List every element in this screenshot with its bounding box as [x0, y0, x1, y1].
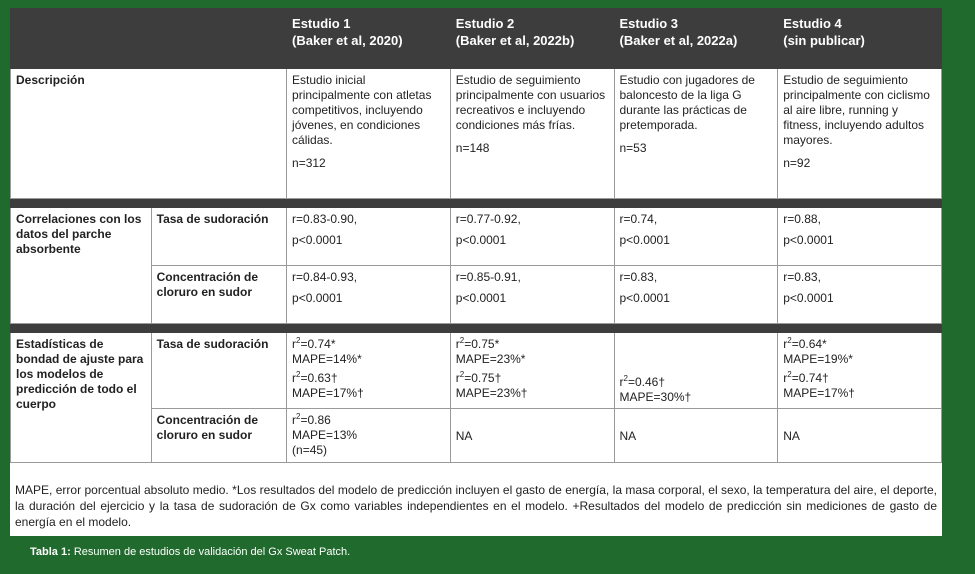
stat-block: $r^2=0.46\dagger$ MAPE=30%† — [619, 374, 692, 404]
caption-text: Resumen de estudios de validación del Gx Sweat Patch. — [73, 546, 351, 558]
header-subtitle: (sin publicar) — [783, 33, 865, 48]
stat-block: $r^2=0.74*$ MAPE=14%* — [292, 336, 362, 366]
mape-value: MAPE=14%* — [292, 352, 362, 366]
fit-cell: $r^2=0.86$ MAPE=13% (n=45) — [287, 409, 451, 463]
r-value: r=0.88, — [783, 212, 821, 226]
correlation-cell — [450, 208, 614, 266]
r-value: r=0.77-0.92, — [455, 212, 521, 226]
r2-value: =0.86 — [300, 413, 331, 427]
stat-block: $r^2=0.75\dagger$ MAPE=23%† — [455, 370, 528, 400]
correlation-row-rate — [11, 208, 942, 266]
stat-block: $r^2=0.64*$ MAPE=19%* — [783, 336, 853, 366]
fit-cell — [778, 333, 942, 409]
p-value: p<0.0001 — [619, 291, 670, 305]
sample-size: n=53 — [619, 141, 647, 155]
description-text: Estudio de seguimiento principalmente con ciclismo al aire libre, running y fitness, incluyendo adultos mayores. — [783, 73, 930, 147]
header-title: Estudio 3 — [619, 16, 679, 31]
description-cell — [614, 69, 778, 199]
r-value: r=0.83, — [619, 270, 658, 284]
caption-label: Tabla 1: — [30, 546, 71, 558]
p-value: p<0.0001 — [783, 291, 834, 305]
correlation-cell — [287, 208, 451, 266]
description-text: Estudio con jugadores de baloncesto de la liga G durante las prácticas de pretemporada. — [619, 73, 755, 132]
description-row — [11, 69, 942, 199]
header-title: Estudio 4 — [783, 16, 842, 31]
fit-stats-label: Estadísticas de bondad de ajuste para los modelos de predicción de todo el cuerpo — [11, 333, 152, 463]
sample-size: n=92 — [783, 156, 811, 170]
header-subtitle: (Baker et al, 2022b) — [455, 33, 575, 48]
stat-block: $r^2=0.63\dagger$ MAPE=17%† — [292, 370, 364, 400]
correlation-cell — [778, 208, 942, 266]
mape-value: MAPE=23%† — [455, 386, 528, 400]
r2-value: =0.75† — [464, 371, 502, 385]
r-value: r=0.83, — [783, 270, 821, 284]
fit-sublabel: Tasa de sudoración — [151, 333, 286, 409]
table-footnote: MAPE, error porcentual absoluto medio. *Los resultados del modelo de predicción incluyen el gasto de energía, la masa corporal, el sexo, la temperatura del aire, el deporte, la duración del ejercicio y la tasa de sudoración de Gx como variables independientes en el modelo. +Resultados del modelo de predicción sin mediciones de gasto de energía en el modelo. — [15, 483, 937, 529]
correlation-cell — [450, 266, 614, 324]
r-value: r=0.74, — [619, 212, 658, 226]
mape-value: MAPE=13% — [292, 428, 358, 442]
divider-cell — [11, 199, 942, 208]
correlation-cell — [287, 266, 451, 324]
divider-cell — [11, 324, 942, 333]
r2-value: =0.74* — [300, 337, 336, 351]
r2-value: =0.46† — [627, 375, 665, 389]
sample-size: n=312 — [292, 156, 326, 170]
p-value: p<0.0001 — [292, 291, 343, 305]
correlation-sublabel: Tasa de sudoración — [151, 208, 286, 266]
r-value: r=0.85-0.91, — [455, 270, 521, 284]
sample-size: n=148 — [455, 141, 490, 155]
header-blank — [11, 9, 287, 69]
table-panel — [10, 8, 942, 536]
correlation-cell — [614, 266, 778, 324]
fit-cell — [450, 409, 614, 463]
section-divider — [11, 199, 942, 208]
header-title: Estudio 2 — [455, 16, 515, 31]
header-subtitle: (Baker et al, 2022a) — [619, 33, 738, 48]
r-value: r=0.83-0.90, — [292, 212, 358, 226]
correlation-sublabel: Concentración de cloruro en sudor — [151, 266, 286, 324]
p-value: p<0.0001 — [783, 233, 834, 247]
section-divider — [11, 324, 942, 333]
description-cell — [450, 69, 614, 199]
description-label: Descripción — [11, 69, 287, 199]
p-value: p<0.0001 — [292, 233, 343, 247]
mape-value: MAPE=23%* — [455, 352, 526, 366]
p-value: p<0.0001 — [619, 233, 670, 247]
p-value: p<0.0001 — [455, 233, 507, 247]
r2-value: =0.75* — [464, 337, 500, 351]
header-subtitle: (Baker et al, 2020) — [292, 33, 403, 48]
r2-value: =0.63† — [300, 371, 338, 385]
stat-block: $r^2=0.74\dagger$ MAPE=17%† — [783, 370, 855, 400]
description-cell — [287, 69, 451, 199]
fit-sublabel: Concentración de cloruro en sudor — [151, 409, 286, 463]
correlation-cell — [778, 266, 942, 324]
mape-value: MAPE=19%* — [783, 352, 853, 366]
description-text: Estudio de seguimiento principalmente con usuarios recreativos e incluyendo condiciones más frías. — [455, 73, 606, 132]
stat-block: $r^2=0.75*$ MAPE=23%* — [455, 336, 526, 366]
na-value: NA — [783, 428, 800, 443]
header-study-3 — [614, 9, 778, 69]
mape-value: MAPE=17%† — [783, 386, 855, 400]
fit-cell — [778, 409, 942, 463]
header-study-4 — [778, 9, 942, 69]
correlation-label: Correlaciones con los datos del parche absorbente — [11, 208, 152, 324]
validation-table — [10, 8, 942, 463]
table-caption — [30, 546, 350, 558]
r2-value: =0.74† — [791, 371, 829, 385]
fit-cell — [614, 409, 778, 463]
na-value: NA — [455, 428, 473, 443]
description-cell — [778, 69, 942, 199]
correlation-cell — [614, 208, 778, 266]
r2-value: =0.64* — [791, 337, 827, 351]
na-value: NA — [619, 428, 637, 443]
mape-value: MAPE=17%† — [292, 386, 364, 400]
fit-cell — [614, 333, 778, 409]
fit-row-rate — [11, 333, 942, 409]
header-study-2 — [450, 9, 614, 69]
r-value: r=0.84-0.93, — [292, 270, 358, 284]
header-title: Estudio 1 — [292, 16, 351, 31]
header-study-1 — [287, 9, 451, 69]
fit-cell — [450, 333, 614, 409]
mape-value: MAPE=30%† — [619, 390, 692, 404]
header-row — [11, 9, 942, 69]
fit-cell — [287, 333, 451, 409]
description-text: Estudio inicial principalmente con atletas competitivos, incluyendo jóvenes, en condiciones cálidas. — [292, 73, 432, 147]
p-value: p<0.0001 — [455, 291, 507, 305]
sample-size: (n=45) — [292, 443, 328, 457]
